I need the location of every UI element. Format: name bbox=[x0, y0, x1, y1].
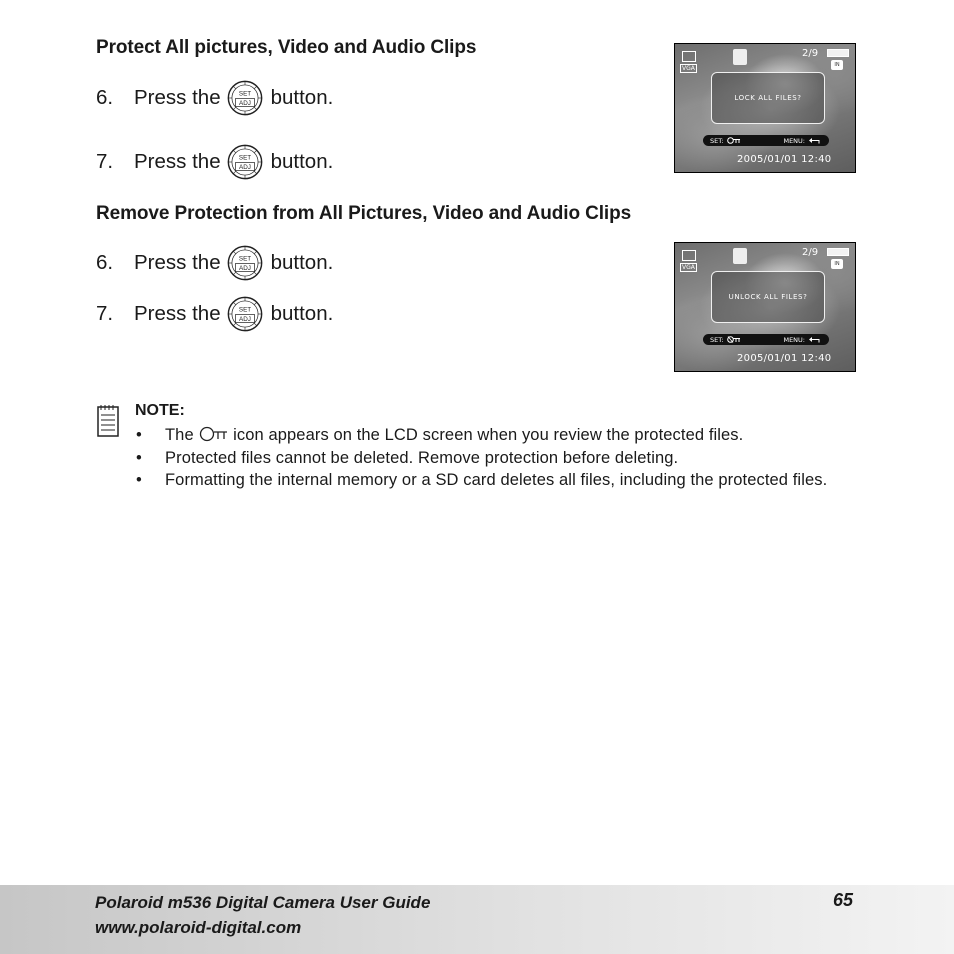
step-text-after: button. bbox=[270, 251, 334, 274]
date-time: 2005/01/01 12:40 bbox=[737, 154, 832, 165]
page-footer bbox=[0, 885, 954, 954]
lcd-dialog: UNLOCK ALL FILES? bbox=[711, 271, 825, 323]
return-arrow-icon bbox=[808, 336, 822, 343]
step-number: 6. bbox=[96, 86, 114, 109]
microphone-icon bbox=[733, 248, 747, 264]
battery-icon bbox=[827, 248, 849, 256]
note-title: NOTE: bbox=[135, 402, 185, 419]
section-heading-unprotect: Remove Protection from All Pictures, Video and Audio Clips bbox=[96, 203, 632, 224]
resolution-badge: VGA bbox=[682, 264, 695, 271]
internal-memory-icon: IN bbox=[831, 259, 843, 269]
svg-text:SET: SET bbox=[238, 306, 251, 314]
internal-memory-icon: IN bbox=[831, 60, 843, 70]
note-text: The bbox=[165, 426, 194, 444]
step-text-before: Press the bbox=[134, 302, 221, 325]
step-text-after: button. bbox=[270, 150, 334, 173]
image-counter: 2/9 bbox=[802, 247, 819, 258]
svg-text:ADJ: ADJ bbox=[238, 316, 251, 324]
note-text: icon appears on the LCD screen when you review the protected files. bbox=[233, 426, 744, 444]
step-7-protect bbox=[96, 142, 333, 182]
date-time: 2005/01/01 12:40 bbox=[737, 353, 832, 364]
step-text-before: Press the bbox=[134, 150, 221, 173]
protect-key-icon bbox=[198, 426, 228, 442]
list-item: • Protected files cannot be deleted. Remove protection before deleting. bbox=[135, 447, 859, 470]
microphone-icon bbox=[733, 49, 747, 65]
playback-icon bbox=[682, 51, 696, 62]
set-adj-button-icon bbox=[227, 144, 263, 180]
section-heading-protect: Protect All pictures, Video and Audio Clips bbox=[96, 37, 477, 58]
set-adj-button-icon bbox=[227, 80, 263, 116]
step-text-after: button. bbox=[270, 302, 334, 325]
lock-key-icon bbox=[727, 137, 741, 144]
set-adj-button-icon bbox=[227, 245, 263, 281]
menu-label: MENU: bbox=[783, 335, 805, 344]
step-number: 7. bbox=[96, 150, 114, 173]
step-7-unprotect bbox=[96, 294, 333, 334]
set-label: SET: bbox=[710, 136, 724, 145]
set-adj-button-icon bbox=[227, 296, 263, 332]
svg-text:SET: SET bbox=[238, 90, 251, 98]
step-6-unprotect bbox=[96, 243, 333, 283]
step-text-before: Press the bbox=[134, 251, 221, 274]
svg-text:ADJ: ADJ bbox=[238, 265, 251, 273]
unlock-key-icon bbox=[727, 336, 741, 343]
note-list bbox=[135, 424, 859, 492]
menu-label: MENU: bbox=[783, 136, 805, 145]
footer-url: www.polaroid-digital.com bbox=[95, 918, 302, 937]
step-number: 6. bbox=[96, 251, 114, 274]
page-number: 65 bbox=[833, 890, 854, 910]
lcd-option-bar bbox=[703, 334, 829, 345]
list-item bbox=[135, 424, 859, 447]
svg-text:SET: SET bbox=[238, 154, 251, 162]
step-text-after: button. bbox=[270, 86, 334, 109]
battery-icon bbox=[827, 49, 849, 57]
step-number: 7. bbox=[96, 302, 114, 325]
svg-text:SET: SET bbox=[238, 255, 251, 263]
image-counter: 2/9 bbox=[802, 48, 819, 59]
svg-text:ADJ: ADJ bbox=[238, 164, 251, 172]
list-item: • Formatting the internal memory or a SD card deletes all files, including the protected files. bbox=[135, 469, 859, 492]
lcd-option-bar bbox=[703, 135, 829, 146]
step-text-before: Press the bbox=[134, 86, 221, 109]
playback-icon bbox=[682, 250, 696, 261]
lcd-dialog: LOCK ALL FILES? bbox=[711, 72, 825, 124]
resolution-badge: VGA bbox=[682, 65, 695, 72]
note-icon bbox=[97, 405, 119, 437]
lcd-screen-lock bbox=[674, 43, 856, 173]
svg-text:ADJ: ADJ bbox=[238, 100, 251, 108]
lcd-screen-unlock bbox=[674, 242, 856, 372]
footer-title: Polaroid m536 Digital Camera User Guide bbox=[95, 893, 431, 912]
step-6-protect bbox=[96, 78, 333, 118]
return-arrow-icon bbox=[808, 137, 822, 144]
set-label: SET: bbox=[710, 335, 724, 344]
